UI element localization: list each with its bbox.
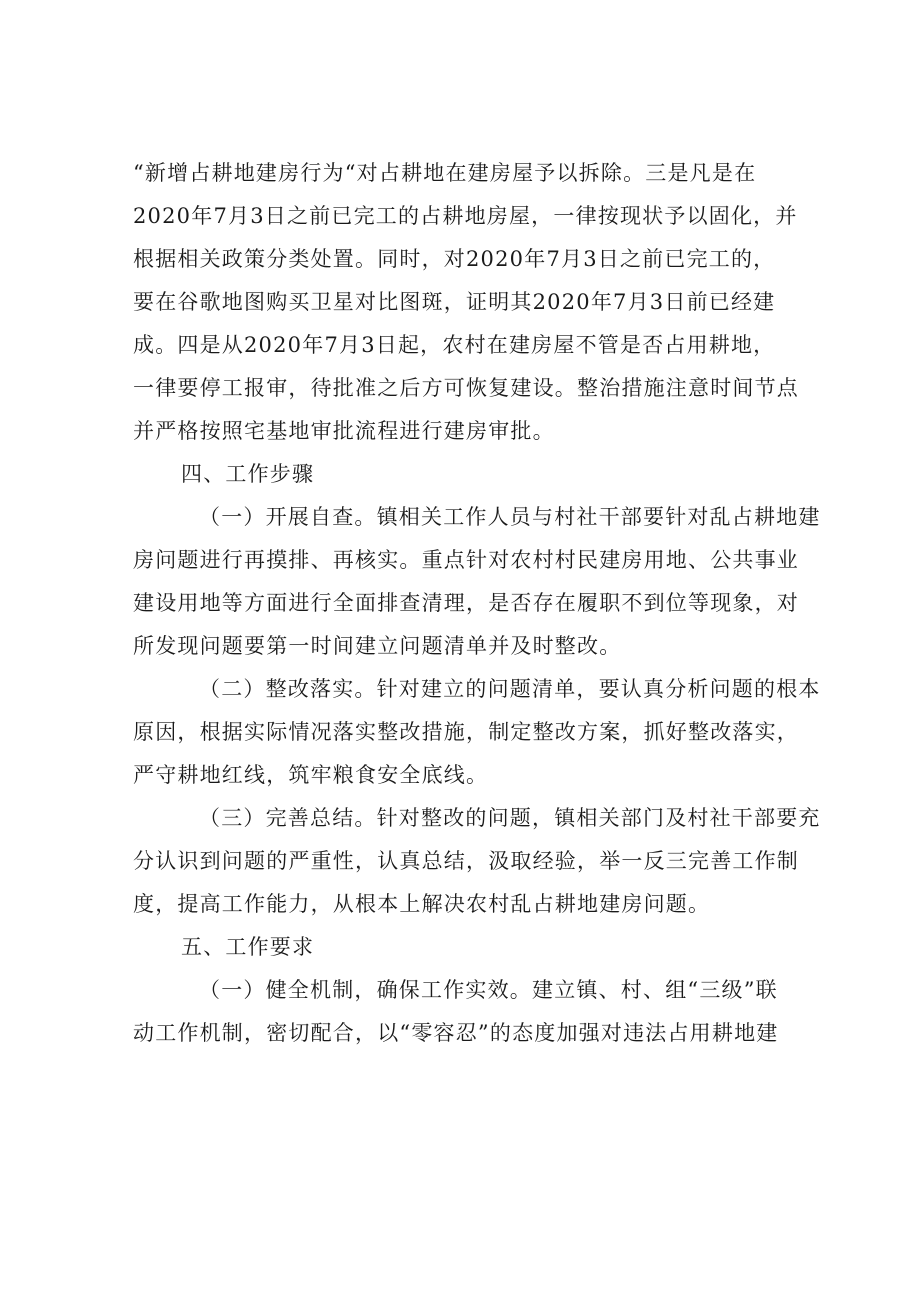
section-heading: 五、工作要求 [181,935,315,959]
text-line: “新增占耕地建房行为“对占耕地在建房屋予以拆除。三是凡是在 [133,161,757,185]
text-line: 严守耕地红线，筑牢粮食安全底线。 [133,763,489,787]
text-line: 所发现问题要第一时间建立问题清单并及时整改。 [133,634,622,658]
text-line: 建设用地等方面进行全面排查清理，是否存在履职不到位等现象，对 [133,591,799,615]
text-line: 成。四是从2020年7月3日起，农村在建房屋不管是否占用耕地， [133,333,776,357]
text-line: 度，提高工作能力，从根本上解决农村乱占耕地建房问题。 [133,892,711,916]
section-heading: 四、工作步骤 [181,462,315,486]
text-line: 原因，根据实际情况落实整改措施，制定整改方案，抓好整改落实， [133,720,799,744]
text-line: （三）完善总结。针对整改的问题，镇相关部门及村社干部要充 [199,806,821,830]
text-line: 房问题进行再摸排、再核实。重点针对农村村民建房用地、公共事业 [133,548,799,572]
document-body [133,152,821,1055]
text-line: 分认识到问题的严重性，认真总结，汲取经验，举一反三完善工作制 [133,849,799,873]
text-line: 2020年7月3日之前已完工的占耕地房屋，一律按现状予以固化，并 [133,204,798,228]
text-line: 一律要停工报审，待批准之后方可恢复建设。整治措施注意时间节点 [133,376,799,400]
text-line: （一）健全机制，确保工作实效。建立镇、村、组“三级”联 [199,978,778,1002]
text-line: 要在谷歌地图购买卫星对比图斑，证明其2020年7月3日前已经建 [133,290,776,314]
text-line: 并严格按照宅基地审批流程进行建房审批。 [133,419,555,443]
text-line: （一）开展自查。镇相关工作人员与村社干部要针对乱占耕地建 [199,505,821,529]
text-line: （二）整改落实。针对建立的问题清单，要认真分析问题的根本 [199,677,821,701]
text-line: 根据相关政策分类处置。同时，对2020年7月3日之前已完工的， [133,247,776,271]
text-line: 动工作机制，密切配合，以“零容忍”的态度加强对违法占用耕地建 [133,1021,779,1045]
